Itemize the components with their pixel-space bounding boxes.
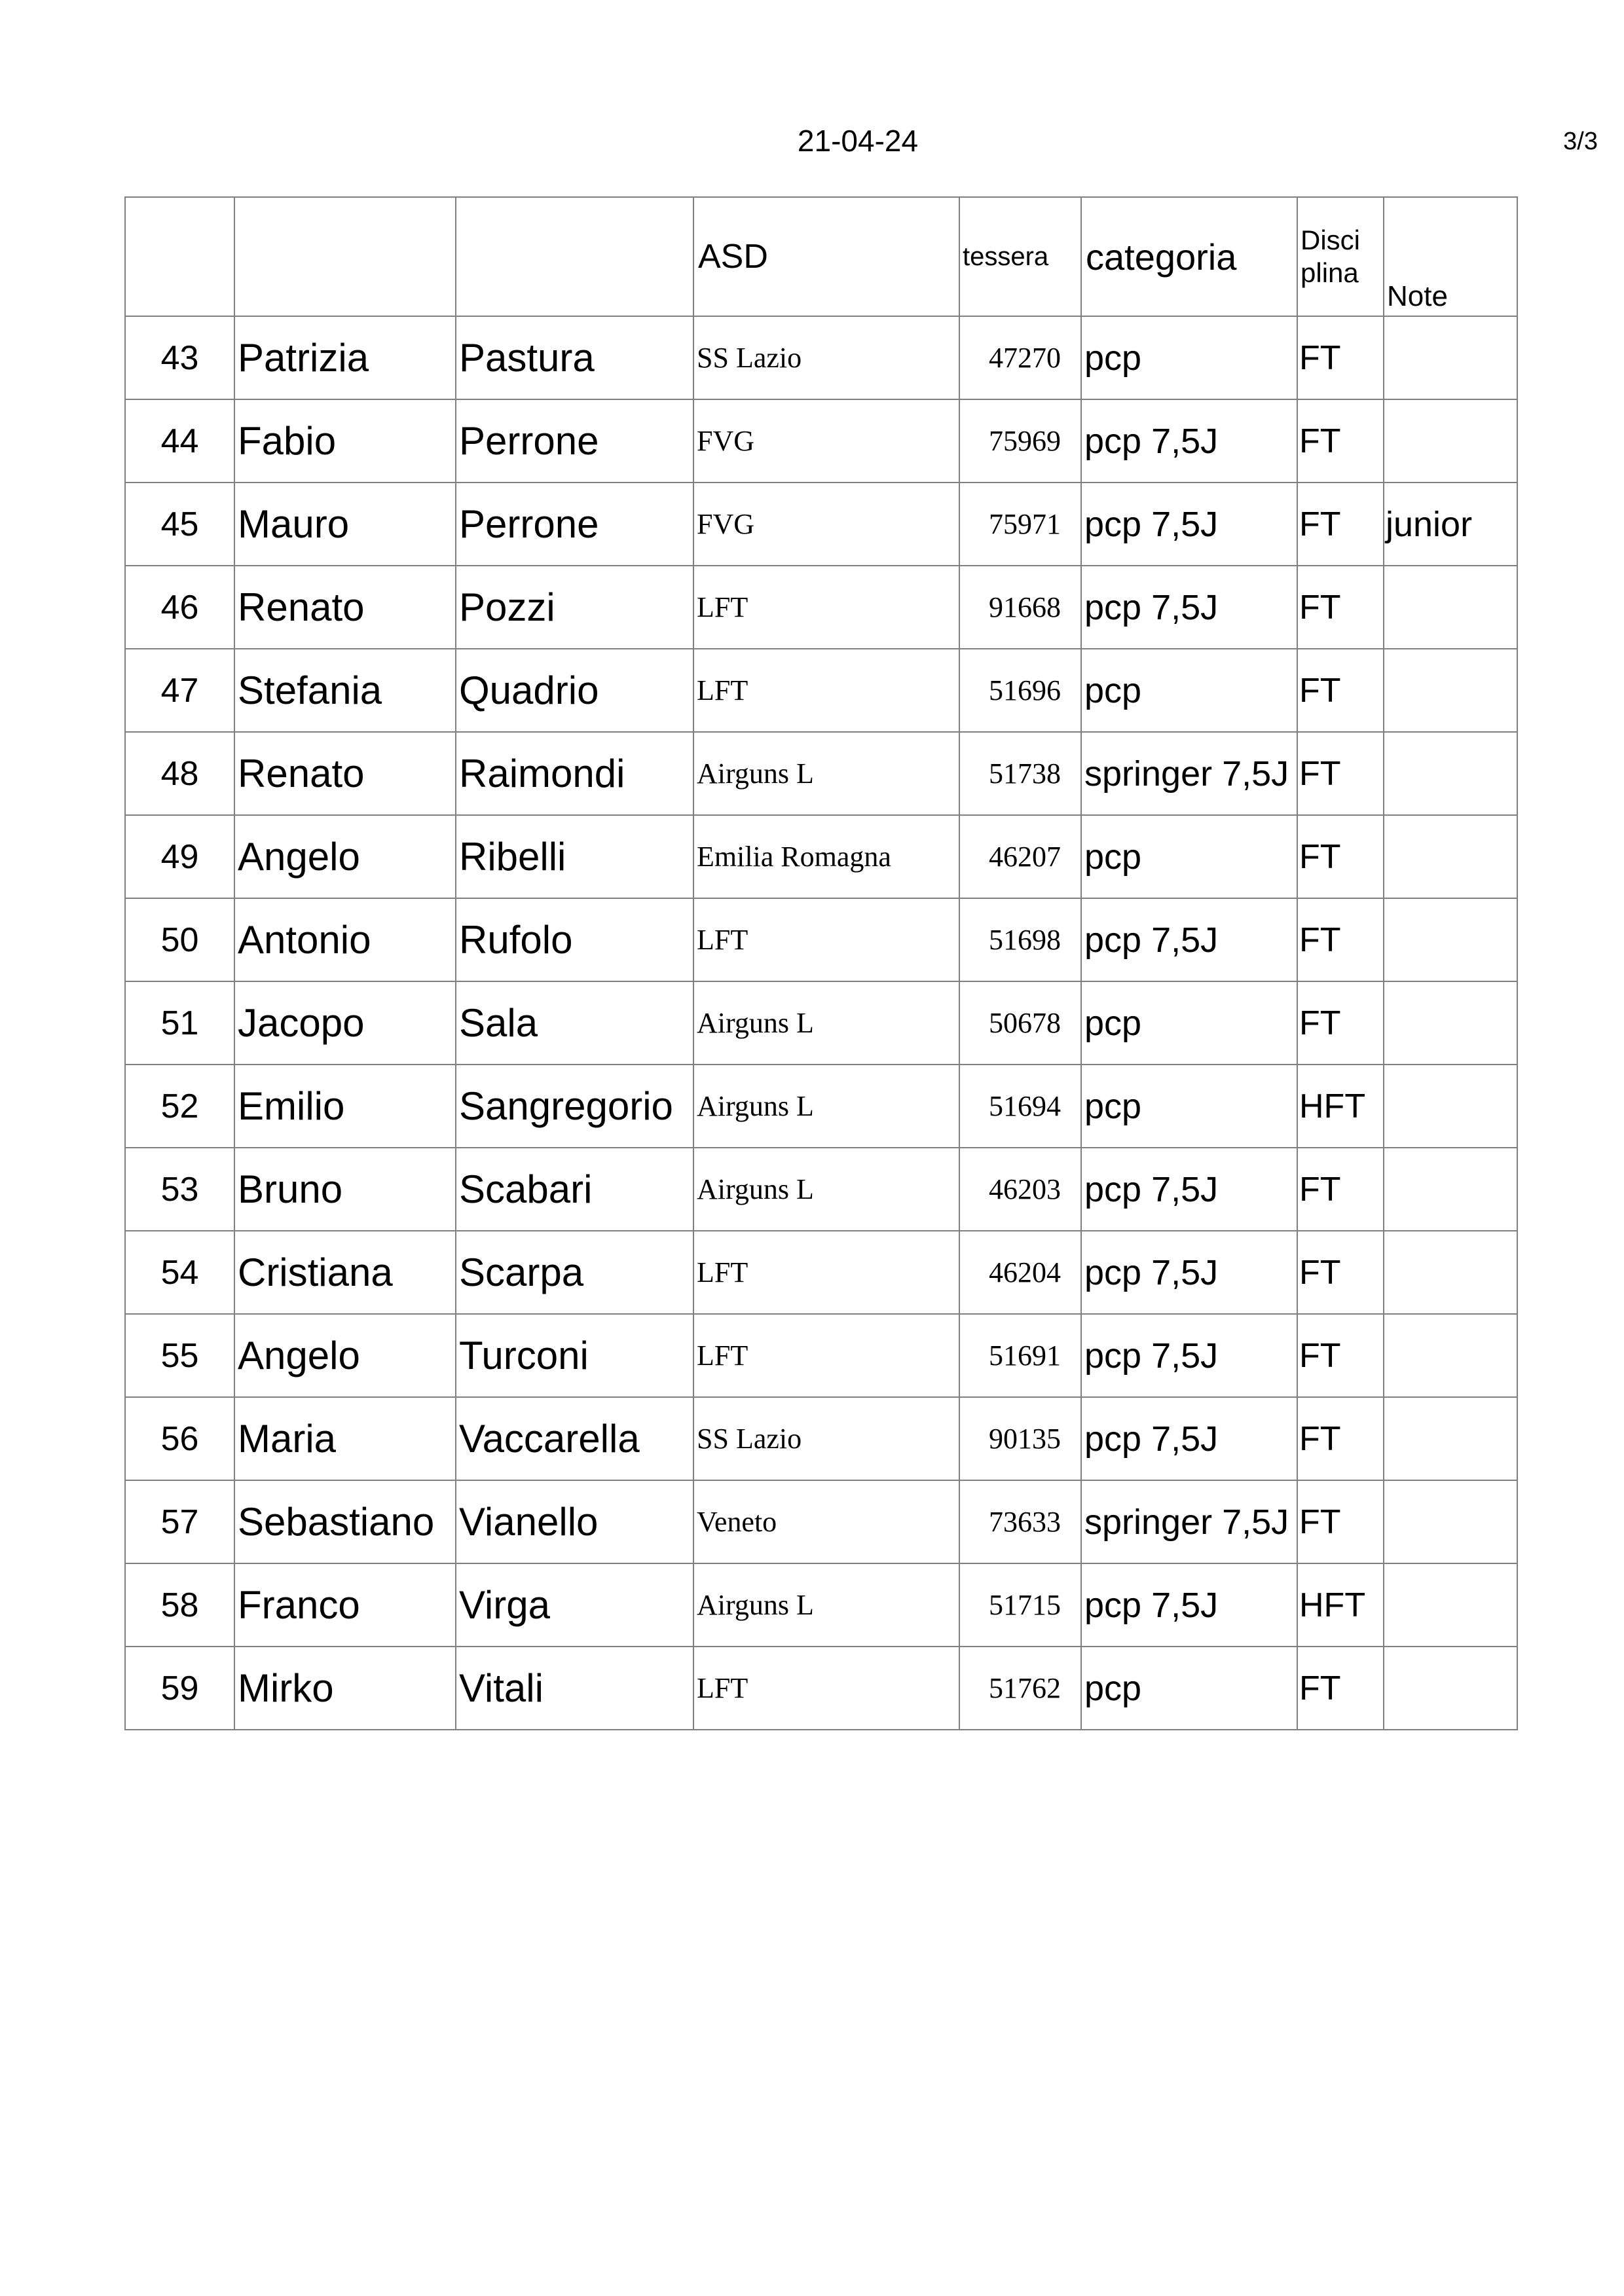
note-cell [1384, 732, 1517, 815]
last-name-cell: Vitali [456, 1647, 693, 1730]
disciplina-cell: FT [1297, 399, 1384, 483]
row-number-cell: 48 [125, 732, 234, 815]
asd-club-cell: LFT [693, 898, 959, 981]
row-number-cell: 47 [125, 649, 234, 732]
tessera-number-cell: 90135 [959, 1397, 1081, 1480]
table-row [125, 1065, 1517, 1148]
asd-club-cell: Airguns L [693, 1563, 959, 1647]
last-name-cell: Pozzi [456, 566, 693, 649]
categoria-cell: pcp [1081, 1065, 1297, 1148]
row-number-cell: 57 [125, 1480, 234, 1563]
last-name-cell: Pastura [456, 316, 693, 399]
note-cell [1384, 316, 1517, 399]
last-name-cell: Scabari [456, 1148, 693, 1231]
asd-club-cell: LFT [693, 649, 959, 732]
note-cell [1384, 1231, 1517, 1314]
table-row [125, 1231, 1517, 1314]
tessera-number-cell: 91668 [959, 566, 1081, 649]
disciplina-cell: FT [1297, 1647, 1384, 1730]
disciplina-cell: FT [1297, 483, 1384, 566]
first-name-cell: Cristiana [234, 1231, 456, 1314]
row-number-cell: 58 [125, 1563, 234, 1647]
row-number-cell: 49 [125, 815, 234, 898]
asd-club-cell: LFT [693, 566, 959, 649]
row-number-cell: 56 [125, 1397, 234, 1480]
tessera-number-cell: 51715 [959, 1563, 1081, 1647]
table-row [125, 1148, 1517, 1231]
first-name-cell: Mauro [234, 483, 456, 566]
first-name-cell: Sebastiano [234, 1480, 456, 1563]
asd-club-cell: Airguns L [693, 1065, 959, 1148]
header-disciplina: Disci plina [1297, 197, 1384, 316]
last-name-cell: Scarpa [456, 1231, 693, 1314]
categoria-cell: pcp 7,5J [1081, 1563, 1297, 1647]
asd-club-cell: FVG [693, 483, 959, 566]
categoria-cell: pcp [1081, 815, 1297, 898]
tessera-number-cell: 46203 [959, 1148, 1081, 1231]
note-cell [1384, 566, 1517, 649]
disciplina-cell: FT [1297, 649, 1384, 732]
row-number-cell: 44 [125, 399, 234, 483]
asd-club-cell: LFT [693, 1231, 959, 1314]
table-row [125, 981, 1517, 1065]
note-cell [1384, 1397, 1517, 1480]
row-number-cell: 45 [125, 483, 234, 566]
disciplina-cell: FT [1297, 316, 1384, 399]
disciplina-cell: FT [1297, 815, 1384, 898]
asd-club-cell: SS Lazio [693, 1397, 959, 1480]
first-name-cell: Patrizia [234, 316, 456, 399]
first-name-cell: Franco [234, 1563, 456, 1647]
row-number-cell: 59 [125, 1647, 234, 1730]
last-name-cell: Rufolo [456, 898, 693, 981]
table-header-row [125, 197, 1517, 316]
disciplina-cell: FT [1297, 566, 1384, 649]
note-cell [1384, 1148, 1517, 1231]
last-name-cell: Sala [456, 981, 693, 1065]
disciplina-cell: FT [1297, 1231, 1384, 1314]
categoria-cell: pcp 7,5J [1081, 1397, 1297, 1480]
disciplina-cell: FT [1297, 1148, 1384, 1231]
table-row [125, 1563, 1517, 1647]
note-cell [1384, 399, 1517, 483]
disciplina-cell: FT [1297, 1397, 1384, 1480]
page-number: 3/3 [1563, 128, 1598, 155]
first-name-cell: Angelo [234, 1314, 456, 1397]
asd-club-cell: Airguns L [693, 1148, 959, 1231]
first-name-cell: Stefania [234, 649, 456, 732]
row-number-cell: 53 [125, 1148, 234, 1231]
participants-table [124, 196, 1518, 1730]
first-name-cell: Mirko [234, 1647, 456, 1730]
row-number-cell: 55 [125, 1314, 234, 1397]
note-cell: junior [1384, 483, 1517, 566]
last-name-cell: Turconi [456, 1314, 693, 1397]
categoria-cell: springer 7,5J [1081, 732, 1297, 815]
note-cell [1384, 981, 1517, 1065]
tessera-number-cell: 51738 [959, 732, 1081, 815]
table-row [125, 1480, 1517, 1563]
first-name-cell: Jacopo [234, 981, 456, 1065]
last-name-cell: Virga [456, 1563, 693, 1647]
last-name-cell: Raimondi [456, 732, 693, 815]
note-cell [1384, 1065, 1517, 1148]
table-row [125, 1397, 1517, 1480]
table-row [125, 815, 1517, 898]
tessera-number-cell: 51698 [959, 898, 1081, 981]
row-number-cell: 54 [125, 1231, 234, 1314]
categoria-cell: pcp 7,5J [1081, 898, 1297, 981]
categoria-cell: springer 7,5J [1081, 1480, 1297, 1563]
last-name-cell: Perrone [456, 399, 693, 483]
last-name-cell: Perrone [456, 483, 693, 566]
first-name-cell: Angelo [234, 815, 456, 898]
row-number-cell: 52 [125, 1065, 234, 1148]
tessera-number-cell: 46204 [959, 1231, 1081, 1314]
asd-club-cell: Airguns L [693, 981, 959, 1065]
header-asd: ASD [693, 197, 959, 316]
table-row [125, 566, 1517, 649]
categoria-cell: pcp [1081, 981, 1297, 1065]
header-last-name [456, 197, 693, 316]
asd-club-cell: Veneto [693, 1480, 959, 1563]
first-name-cell: Bruno [234, 1148, 456, 1231]
row-number-cell: 51 [125, 981, 234, 1065]
row-number-cell: 46 [125, 566, 234, 649]
categoria-cell: pcp [1081, 1647, 1297, 1730]
note-cell [1384, 1563, 1517, 1647]
last-name-cell: Sangregorio [456, 1065, 693, 1148]
categoria-cell: pcp 7,5J [1081, 1148, 1297, 1231]
first-name-cell: Renato [234, 566, 456, 649]
row-number-cell: 43 [125, 316, 234, 399]
row-number-cell: 50 [125, 898, 234, 981]
asd-club-cell: Emilia Romagna [693, 815, 959, 898]
note-cell [1384, 1647, 1517, 1730]
last-name-cell: Vianello [456, 1480, 693, 1563]
table-row [125, 732, 1517, 815]
tessera-number-cell: 47270 [959, 316, 1081, 399]
tessera-number-cell: 51691 [959, 1314, 1081, 1397]
table-row [125, 483, 1517, 566]
categoria-cell: pcp 7,5J [1081, 399, 1297, 483]
asd-club-cell: Airguns L [693, 732, 959, 815]
disciplina-cell: FT [1297, 732, 1384, 815]
disciplina-cell: FT [1297, 981, 1384, 1065]
categoria-cell: pcp 7,5J [1081, 483, 1297, 566]
last-name-cell: Vaccarella [456, 1397, 693, 1480]
last-name-cell: Ribelli [456, 815, 693, 898]
asd-club-cell: LFT [693, 1314, 959, 1397]
header-number [125, 197, 234, 316]
disciplina-cell: FT [1297, 898, 1384, 981]
first-name-cell: Renato [234, 732, 456, 815]
table-row [125, 316, 1517, 399]
categoria-cell: pcp 7,5J [1081, 1231, 1297, 1314]
disciplina-cell: HFT [1297, 1065, 1384, 1148]
table-row [125, 649, 1517, 732]
tessera-number-cell: 50678 [959, 981, 1081, 1065]
header-note: Note [1384, 197, 1517, 316]
tessera-number-cell: 75971 [959, 483, 1081, 566]
table-body [125, 316, 1517, 1730]
note-cell [1384, 815, 1517, 898]
categoria-cell: pcp 7,5J [1081, 1314, 1297, 1397]
table-row [125, 1314, 1517, 1397]
tessera-number-cell: 51694 [959, 1065, 1081, 1148]
asd-club-cell: LFT [693, 1647, 959, 1730]
asd-club-cell: FVG [693, 399, 959, 483]
note-cell [1384, 1314, 1517, 1397]
note-cell [1384, 898, 1517, 981]
categoria-cell: pcp [1081, 649, 1297, 732]
tessera-number-cell: 51696 [959, 649, 1081, 732]
first-name-cell: Emilio [234, 1065, 456, 1148]
tessera-number-cell: 75969 [959, 399, 1081, 483]
note-cell [1384, 649, 1517, 732]
header-tessera: tessera [959, 197, 1081, 316]
disciplina-cell: HFT [1297, 1563, 1384, 1647]
tessera-number-cell: 51762 [959, 1647, 1081, 1730]
note-cell [1384, 1480, 1517, 1563]
disciplina-cell: FT [1297, 1480, 1384, 1563]
asd-club-cell: SS Lazio [693, 316, 959, 399]
categoria-cell: pcp 7,5J [1081, 566, 1297, 649]
table-row [125, 898, 1517, 981]
last-name-cell: Quadrio [456, 649, 693, 732]
header-first-name [234, 197, 456, 316]
tessera-number-cell: 73633 [959, 1480, 1081, 1563]
first-name-cell: Maria [234, 1397, 456, 1480]
header-categoria: categoria [1081, 197, 1297, 316]
table-row [125, 1647, 1517, 1730]
page-date: 21-04-24 [797, 124, 919, 158]
tessera-number-cell: 46207 [959, 815, 1081, 898]
first-name-cell: Antonio [234, 898, 456, 981]
table-row [125, 399, 1517, 483]
first-name-cell: Fabio [234, 399, 456, 483]
categoria-cell: pcp [1081, 316, 1297, 399]
disciplina-cell: FT [1297, 1314, 1384, 1397]
